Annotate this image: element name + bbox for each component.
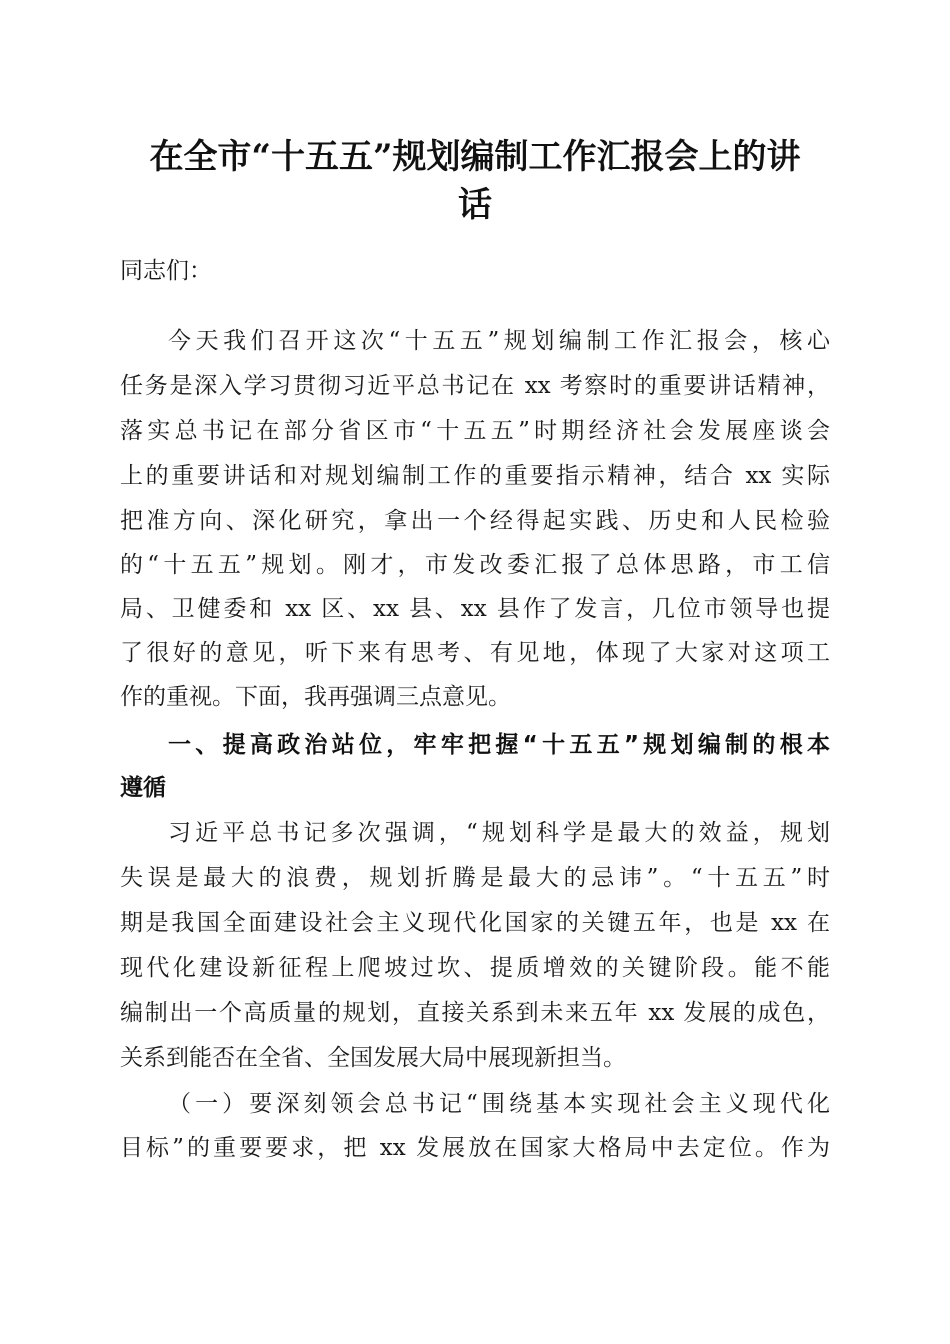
para1-line-6: 的“十五五”规划。刚才，市发改委汇报了总体思路，市工信 — [120, 552, 830, 578]
para1-line-5: 把准方向、深化研究，拿出一个经得起实践、历史和人民检验 — [120, 508, 830, 534]
para1-line-8: 了很好的意见，听下来有思考、有见地，体现了大家对这项工 — [120, 640, 830, 666]
para1-line-1: 今天我们召开这次“十五五”规划编制工作汇报会，核心 — [168, 328, 830, 354]
para1-line-9: 作的重视。下面，我再强调三点意见。 — [120, 684, 511, 710]
section-heading-1-line-1: 一、提高政治站位，牢牢把握“十五五”规划编制的根本 — [168, 732, 830, 758]
para1-line-2: 任务是深入学习贯彻习近平总书记在 xx 考察时的重要讲话精神， — [120, 373, 830, 399]
para2-line-2: 失误是最大的浪费，规划折腾是最大的忌讳”。“十五五”时 — [120, 865, 830, 891]
para3-line-1: （一）要深刻领会总书记“围绕基本实现社会主义现代化 — [168, 1091, 830, 1117]
para1-line-7: 局、卫健委和 xx 区、xx 县、xx 县作了发言，几位市领导也提 — [120, 596, 830, 622]
document-title-line-1: 在全市“十五五”规划编制工作汇报会上的讲 — [149, 137, 801, 177]
para1-line-3: 落实总书记在部分省区市“十五五”时期经济社会发展座谈会 — [120, 418, 830, 444]
document-title-line-2: 话 — [458, 185, 492, 225]
para2-line-5: 编制出一个高质量的规划，直接关系到未来五年 xx 发展的成色， — [120, 1000, 830, 1026]
section-heading-1-line-2: 遵循 — [120, 775, 166, 801]
para2-line-6: 关系到能否在全省、全国发展大局中展现新担当。 — [120, 1045, 626, 1071]
para2-line-3: 期是我国全面建设社会主义现代化国家的关键五年，也是 xx 在 — [120, 910, 830, 936]
salutation: 同志们： — [120, 258, 212, 284]
para1-line-4: 上的重要讲话和对规划编制工作的重要指示精神，结合 xx 实际 — [120, 463, 830, 489]
para2-line-1: 习近平总书记多次强调，“规划科学是最大的效益，规划 — [168, 820, 830, 846]
para2-line-4: 现代化建设新征程上爬坡过坎、提质增效的关键阶段。能不能 — [120, 955, 830, 981]
para3-line-2: 目标”的重要要求，把 xx 发展放在国家大格局中去定位。作为 — [120, 1135, 830, 1161]
